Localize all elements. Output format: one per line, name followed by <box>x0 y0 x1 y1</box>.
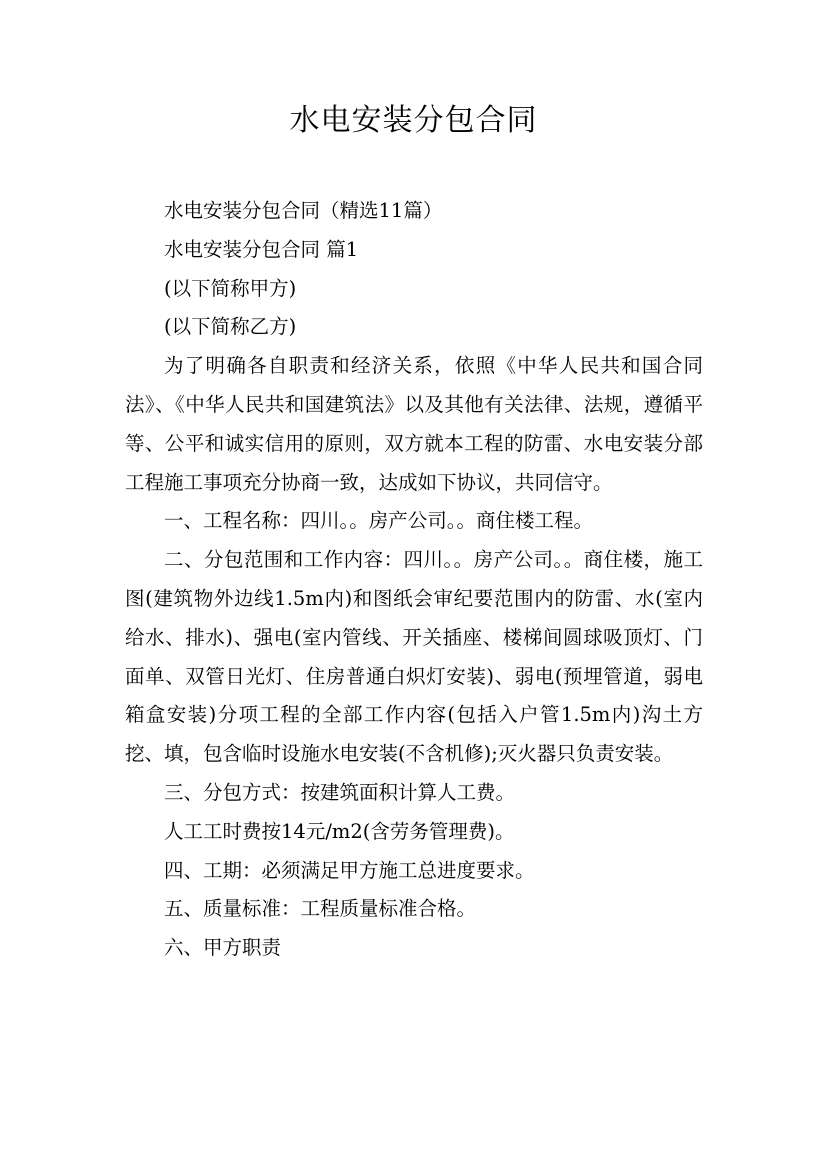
document-title: 水电安装分包合同 <box>289 103 538 138</box>
paragraph-subtitle: 水电安装分包合同（精选11篇） <box>164 199 443 222</box>
paragraph-method: 三、分包方式：按建筑面积计算人工费。 <box>164 780 516 804</box>
paragraph-party-a: (以下简称甲方) <box>164 276 297 300</box>
paragraph-project-name: 一、工程名称：四川。。房产公司。。商住楼工程。 <box>164 509 594 533</box>
paragraph-schedule: 四、工期：必须满足甲方施工总进度要求。 <box>164 858 535 882</box>
paragraph-scope: 二、分包范围和工作内容：四川。。房产公司。。商住楼，施工图(建筑物外边线1.5m内)和图纸会审纪要范围内的防雷、水(室内给水、排水)、强电(室内管线、开关插座、楼梯间圆球吸顶灯、门面单、双管日光灯、住房普通白炽灯安装)、弱电(预埋管道，弱电箱盒安装)分项工程的全部工作内容(包括入户管1.5m内)沟土方挖、填，包含临时设施水电安装(不含机修);灭火器只负责安装。 <box>125 548 703 766</box>
paragraph-labor-rate: 人工工时费按14元/m2(含劳务管理费)。 <box>164 819 515 843</box>
paragraph-party-b: (以下简称乙方) <box>164 315 297 339</box>
paragraph-section-heading: 水电安装分包合同 篇1 <box>164 237 359 261</box>
paragraph-preamble: 为了明确各自职责和经济关系，依照《中华人民共和国合同法》、《中华人民共和国建筑法》以及其他有关法律、法规，遵循平等、公平和诚实信用的原则，双方就本工程的防雷、水电安装分部工程施工事项充分协商一致，达成如下协议，共同信守。 <box>125 354 703 494</box>
document-body <box>125 192 703 968</box>
paragraph-quality: 五、质量标准：工程质量标准合格。 <box>164 897 477 921</box>
paragraph-party-a-duties: 六、甲方职责 <box>164 936 282 960</box>
